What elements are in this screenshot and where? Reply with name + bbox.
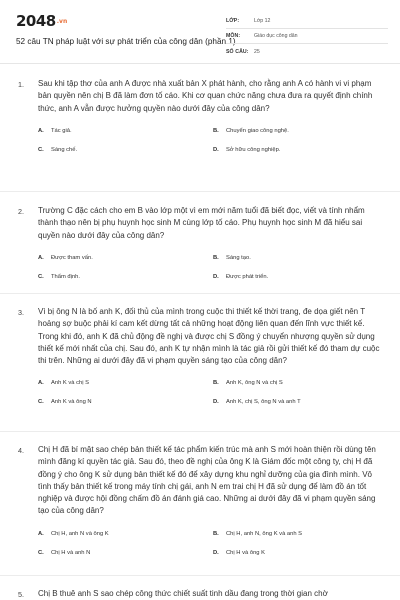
answer-option-c[interactable]: C. Thẩm định. bbox=[38, 273, 80, 280]
question-item bbox=[0, 576, 400, 600]
answer-options bbox=[38, 379, 386, 418]
answer-option-d[interactable]: D. Chị H và ông K bbox=[213, 549, 265, 556]
question-text: Sau khi tập thơ của anh A được nhà xuất bản X phát hành, cho rằng anh A có hành vi vi phạm bản quyền nên chị B đã làm đơn tố cáo. Khi cơ quan chức năng chưa đưa ra quyết định chính thức, anh A vẫn được hưởng quyền nào dưới đây của công dân? bbox=[38, 79, 373, 113]
question-text: Vì bị ông N là bố anh K, đối thủ của mình trong cuộc thi thiết kế thời trang, đe dọa giết nên T hoảng sợ buộc phải kí cam kết dừng tất cả những hoạt động liên quan đến lĩnh vực thiết kế. Trong khi đó, anh K đã chủ động đề nghị và được chị S đồng ý chuyển nhượng quyền sử dụng thiết kế mới nhất của chị. Sau đó, anh K tự nhận mình là tác giả rồi gửi thiết kế đó tham dự cuộc thi trên. Những ai dưới đây đã vi phạm quyền sáng tạo của công dân? bbox=[38, 307, 380, 366]
answer-option-d[interactable]: D. Được phát triển. bbox=[213, 273, 269, 280]
document-title: 52 câu TN pháp luật với sự phát triển của công dân (phần 1) bbox=[16, 37, 236, 46]
question-item bbox=[0, 432, 400, 576]
question-number: 3. bbox=[18, 308, 24, 317]
answer-option-a[interactable]: A. Tác giả. bbox=[38, 127, 72, 134]
meta-row-class bbox=[226, 14, 388, 29]
answer-option-a[interactable]: A. Anh K và chị S bbox=[38, 380, 90, 387]
meta-row-subject bbox=[226, 29, 388, 44]
answer-options bbox=[38, 530, 386, 569]
answer-option-d[interactable]: D. Anh K, chị S, ông N và anh T bbox=[213, 399, 301, 406]
answer-option-c[interactable]: C. Chị H và anh N bbox=[38, 549, 91, 556]
page-header bbox=[0, 0, 400, 64]
answer-option-b[interactable]: B. Sáng tạo. bbox=[213, 254, 251, 261]
answer-option-b[interactable]: B. Chuyển giao công nghệ. bbox=[213, 127, 289, 134]
meta-value: Lớp 12 bbox=[254, 18, 271, 24]
answer-option-a[interactable]: A. Được tham vấn. bbox=[38, 254, 93, 261]
meta-value: 25 bbox=[254, 48, 260, 55]
meta-value: Giáo dục công dân bbox=[254, 33, 298, 39]
answer-option-b[interactable]: B. Chị H, anh N, ông K và anh S bbox=[213, 530, 303, 537]
document-meta bbox=[226, 14, 388, 59]
question-text: Chị H đã bí mật sao chép bản thiết kế tác phẩm kiến trúc mà anh S mới hoàn thiện rồi dùng tên mình đăng kí quyền tác giả. Sau đó, theo đề nghị của ông K là Giám đốc một công ty, chị H đã đồng ý cho ông K sử dụng bản thiết kế đó để xây dựng khu nghỉ dưỡng của gia đình mình. Vô tình thấy bản thiết kế trong máy tính chị gái, anh N em trai chị H đã sử dụng để làm đồ án tốt nghiệp và được hội đồng chấm đồ án đánh giá cao. Những ai dưới đây đã vi phạm quyền sáng tạo của công dân? bbox=[38, 445, 376, 516]
answer-option-d[interactable]: D. Sở hữu công nghiệp. bbox=[213, 146, 281, 153]
meta-label: LỚP: bbox=[226, 18, 240, 24]
meta-row-count bbox=[226, 44, 388, 59]
answer-options bbox=[38, 127, 386, 166]
answer-option-a[interactable]: A. Chị H, anh N và ông K bbox=[38, 530, 109, 537]
answer-option-c[interactable]: C. Sáng chế. bbox=[38, 146, 78, 153]
question-number: 1. bbox=[18, 80, 24, 89]
answer-option-b[interactable]: B. Anh K, ông N và chị S bbox=[213, 380, 283, 387]
question-item bbox=[0, 192, 400, 294]
question-text: Chị B thuê anh S sao chép công thức chiết suất tinh dầu đang trong thời gian chờ bbox=[38, 589, 328, 598]
question-number: 2. bbox=[18, 207, 24, 216]
logo-main: 2048 bbox=[16, 12, 56, 30]
question-item bbox=[0, 78, 400, 192]
answer-option-c[interactable]: C. Anh K và ông N bbox=[38, 399, 92, 406]
question-text: Trường C đặc cách cho em B vào lớp một vì em mới năm tuổi đã biết đọc, viết và tính nhẩm thành thạo nên bị phụ huynh học sinh M cùng lớp tố cáo. Phụ huynh học sinh M đã hiểu sai quyền nào dưới đây của công dân? bbox=[38, 206, 365, 240]
meta-label: MÔN: bbox=[226, 33, 241, 39]
answer-options bbox=[38, 254, 386, 293]
question-number: 5. bbox=[18, 590, 24, 599]
question-list bbox=[0, 78, 400, 600]
logo-sub: .vn bbox=[56, 18, 68, 25]
meta-label: SỐ CÂU: bbox=[226, 48, 249, 55]
question-item bbox=[0, 294, 400, 432]
question-number: 4. bbox=[18, 446, 24, 455]
